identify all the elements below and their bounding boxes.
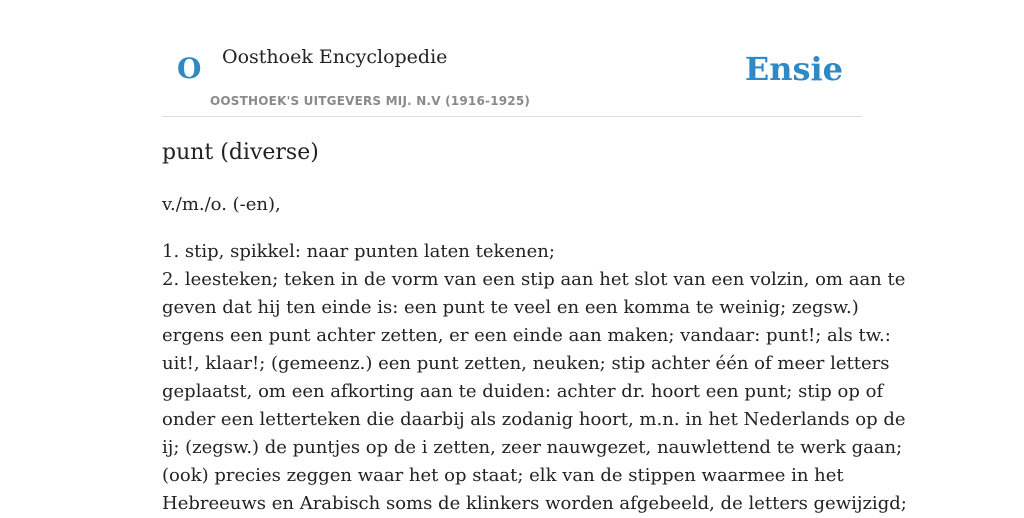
header [162, 0, 862, 117]
definition-line: Hebreeuws en Arabisch soms de klinkers worden afgebeeld, de letters gewijzigd; [162, 493, 907, 514]
definition-line: 2. leesteken; teken in de vorm van een stip aan het slot van een volzin, om aan te [162, 269, 906, 290]
publisher-label: OOSTHOEK'S UITGEVERS MIJ. N.V (1916-1925) [210, 94, 531, 108]
entry-title: punt (diverse) [162, 140, 319, 165]
definition-line: geplaatst, om een afkorting aan te duiden: achter dr. hoort een punt; stip op of [162, 381, 884, 402]
grammar-info: v./m./o. (-en), [162, 194, 281, 215]
book-title[interactable]: Oosthoek Encyclopedie [222, 46, 448, 68]
definition-line: 1. stip, spikkel: naar punten laten tekenen; [162, 241, 555, 262]
definition-text [162, 238, 907, 518]
brand-logo-link[interactable]: Ensie [744, 50, 843, 88]
logo-letter: O [177, 52, 202, 85]
definition-line: geven dat hij ten einde is: een punt te veel en een komma te weinig; zegsw.) [162, 297, 859, 318]
definition-line: uit!, klaar!; (gemeenz.) een punt zetten, neuken; stip achter één of meer letters [162, 353, 890, 374]
definition-line: ergens een punt achter zetten, er een einde aan maken; vandaar: punt!; als tw.: [162, 325, 891, 346]
definition-line: ij; (zegsw.) de puntjes op de i zetten, zeer nauwgezet, nauwlettend te werk gaan; [162, 437, 903, 458]
definition-line: (ook) precies zeggen waar het op staat; elk van de stippen waarmee in het [162, 465, 844, 486]
definition-line: onder een letterteken die daarbij als zodanig hoort, m.n. in het Nederlands op de [162, 409, 906, 430]
